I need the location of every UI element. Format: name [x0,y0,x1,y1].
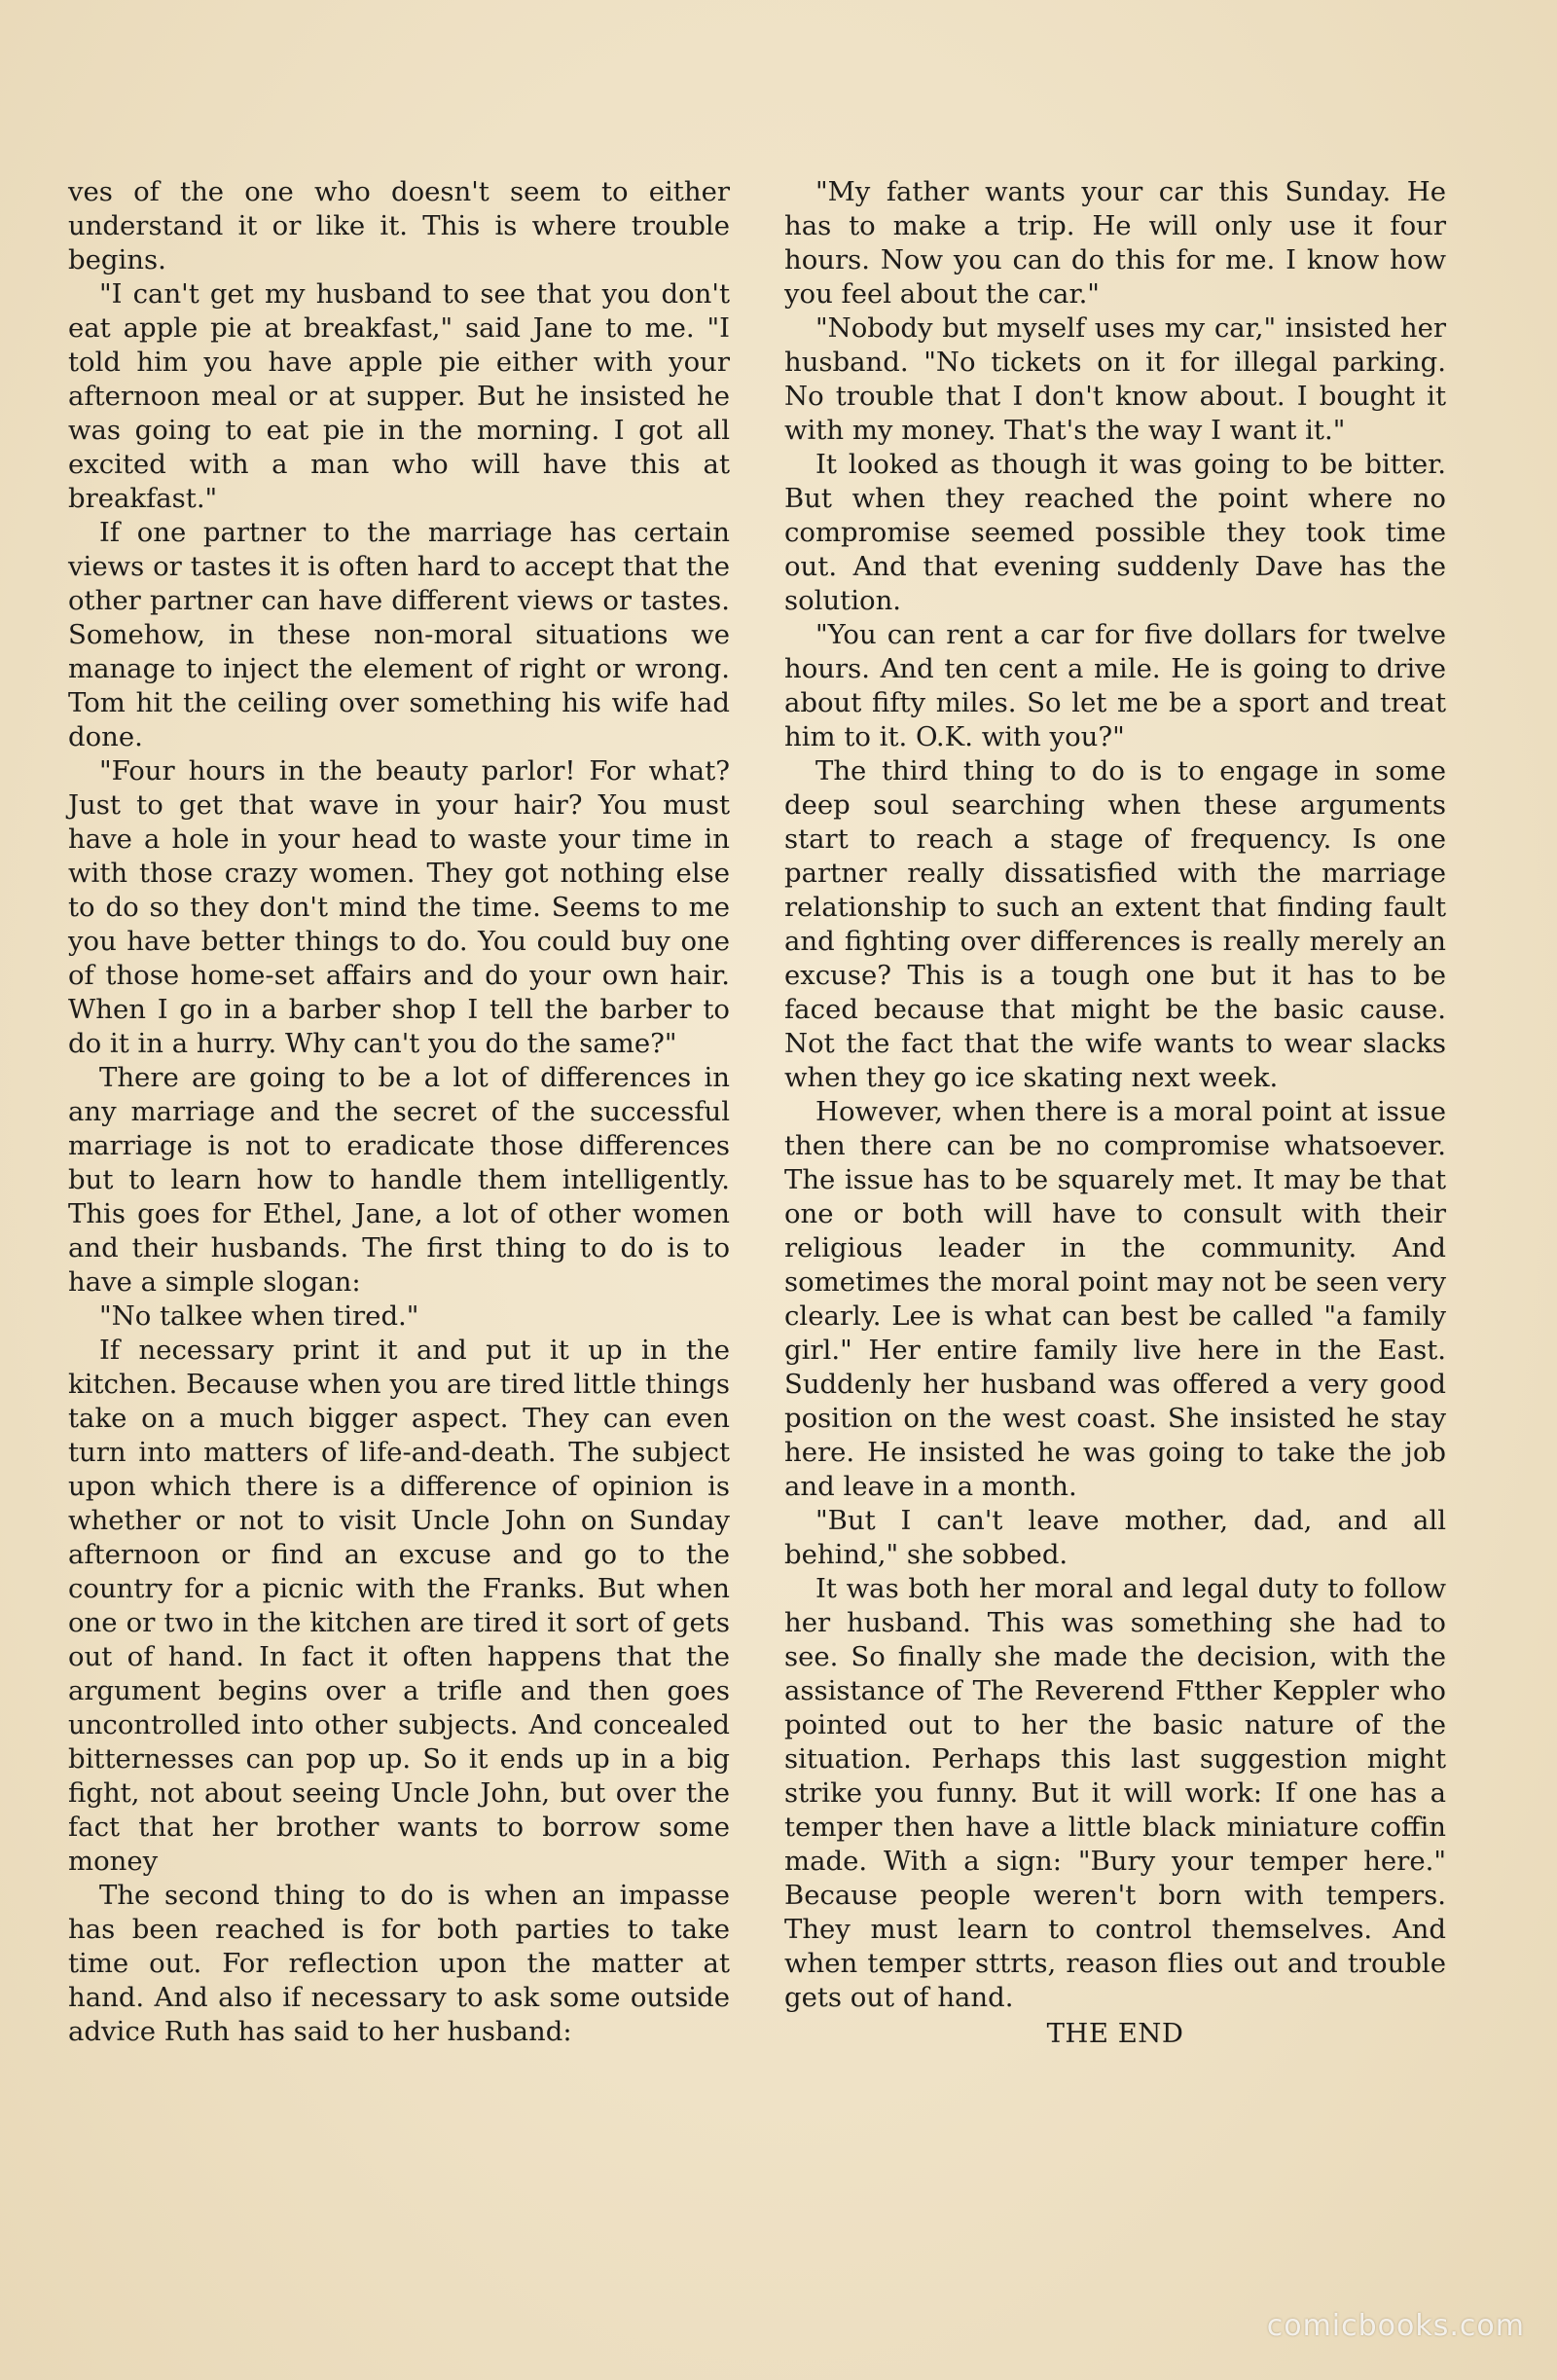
paragraph: If necessary print it and put it up in the kitchen. Because when you are tired little things take on a much bigger aspect. They can even turn into matters of life-and-death. The subject upon which there is a difference of opinion is whether or not to visit Uncle John on Sunday afternoon or find an excuse and go to the country for a picnic with the Franks. But when one or two in the kitchen are tired it sort of gets out of hand. In fact it often happens that the argument begins over a trifle and then goes uncontrolled into other subjects. And concealed bitternesses can pop up. So it ends up in a big fight, not about seeing Uncle John, but over the fact that her brother wants to borrow some money [68,1335,730,1877]
paragraph: "Nobody but myself uses my car," insisted her husband. "No tickets on it for illegal parking. No trouble that I don't know about. I bought it with my money. That's the way I want it." [784,312,1446,446]
paragraph: "But I can't leave mother, dad, and all behind," she sobbed. [784,1505,1446,1570]
paragraph: It looked as though it was going to be bitter. But when they reached the point where no compromise seemed possible they took time out. And that evening suddenly Dave has the solution. [784,449,1446,616]
paragraph: The second thing to do is when an impasse has been reached is for both parties to take time out. For reflection upon the matter at hand. And also if necessary to ask some outside advice Ruth has said to her husband: [68,1880,730,2047]
paragraph: The third thing to do is to engage in some deep soul searching when these arguments start to reach a stage of frequency. Is one partner really dissatisfied with the marriage relationship to such an extent that finding fault and fighting over differences is really merely an excuse? This is a tough one but it has to be faced because that might be the basic cause. Not the fact that the wife wants to wear slacks when they go ice skating next week. [784,755,1446,1093]
paragraph: However, when there is a moral point at issue then there can be no compromise whatsoever. The issue has to be squarely met. It may be that one or both will have to consult with their religious leader in the community. And sometimes the moral point may not be seen very clearly. Lee is what can best be called "a family girl." Her entire family live here in the East. Suddenly her husband was offered a very good position on the west coast. She insisted he stay here. He insisted he was going to take the job and leave in a month. [784,1096,1446,1502]
site-watermark: comicbooks.com [1266,2309,1525,2343]
paragraph: There are going to be a lot of differences in any marriage and the secret of the successful marriage is not to eradicate those differences but to learn how to handle them intelligently. This goes for Ethel, Jane, a lot of other women and their husbands. The first thing to do is to have a simple slogan: [68,1062,730,1298]
slogan-paragraph: "No talkee when tired." [99,1300,419,1332]
paragraph: "My father wants your car this Sunday. He has to make a trip. He will only use it four hours. Now you can do this for me. I know how you feel about the car." [784,176,1446,310]
paragraph: "You can rent a car for five dollars for twelve hours. And ten cent a mile. He is going to drive about fifty miles. So let me be a sport and treat him to it. O.K. with you?" [784,619,1446,752]
paragraph: "I can't get my husband to see that you don't eat apple pie at breakfast," said Jane to me. "I told him you have apple pie either with your afternoon meal or at supper. But he insisted he was going to eat pie in the morning. I got all excited with a man who will have this at breakfast." [68,278,730,514]
paragraph: If one partner to the marriage has certain views or tastes it is often hard to accept that the other partner can have different views or tastes. Somehow, in these non-moral situations we manage to inject the element of right or wrong. Tom hit the ceiling over something his wife had done. [68,517,730,752]
paragraph: ves of the one who doesn't seem to either understand it or like it. This is where trouble begins. [68,176,730,275]
paragraph: It was both her moral and legal duty to follow her husband. This was something she had to see. So finally she made the decision, with the assistance of The Reverend Ftther Keppler who pointed out to her the basic nature of the situation. Perhaps this last suggestion might strike you funny. But it will work: If one has a temper then have a little black miniature coffin made. With a sign: "Bury your temper here." Because people weren't born with tempers. They must learn to control themselves. And when temper sttrts, reason flies out and trouble gets out of hand. [784,1573,1446,2013]
paragraph: "Four hours in the beauty parlor! For what? Just to get that wave in your hair? You must have a hole in your head to waste your time in with those crazy women. They got nothing else to do so they don't mind the time. Seems to me you have better things to do. You could buy one of those home-set affairs and do your own hair. When I go in a barber shop I tell the barber to do it in a hurry. Why can't you do the same?" [68,755,730,1059]
left-text-column [68,175,730,2049]
right-text-column [784,175,1446,2051]
the-end-label: THE END [1046,2018,1184,2049]
